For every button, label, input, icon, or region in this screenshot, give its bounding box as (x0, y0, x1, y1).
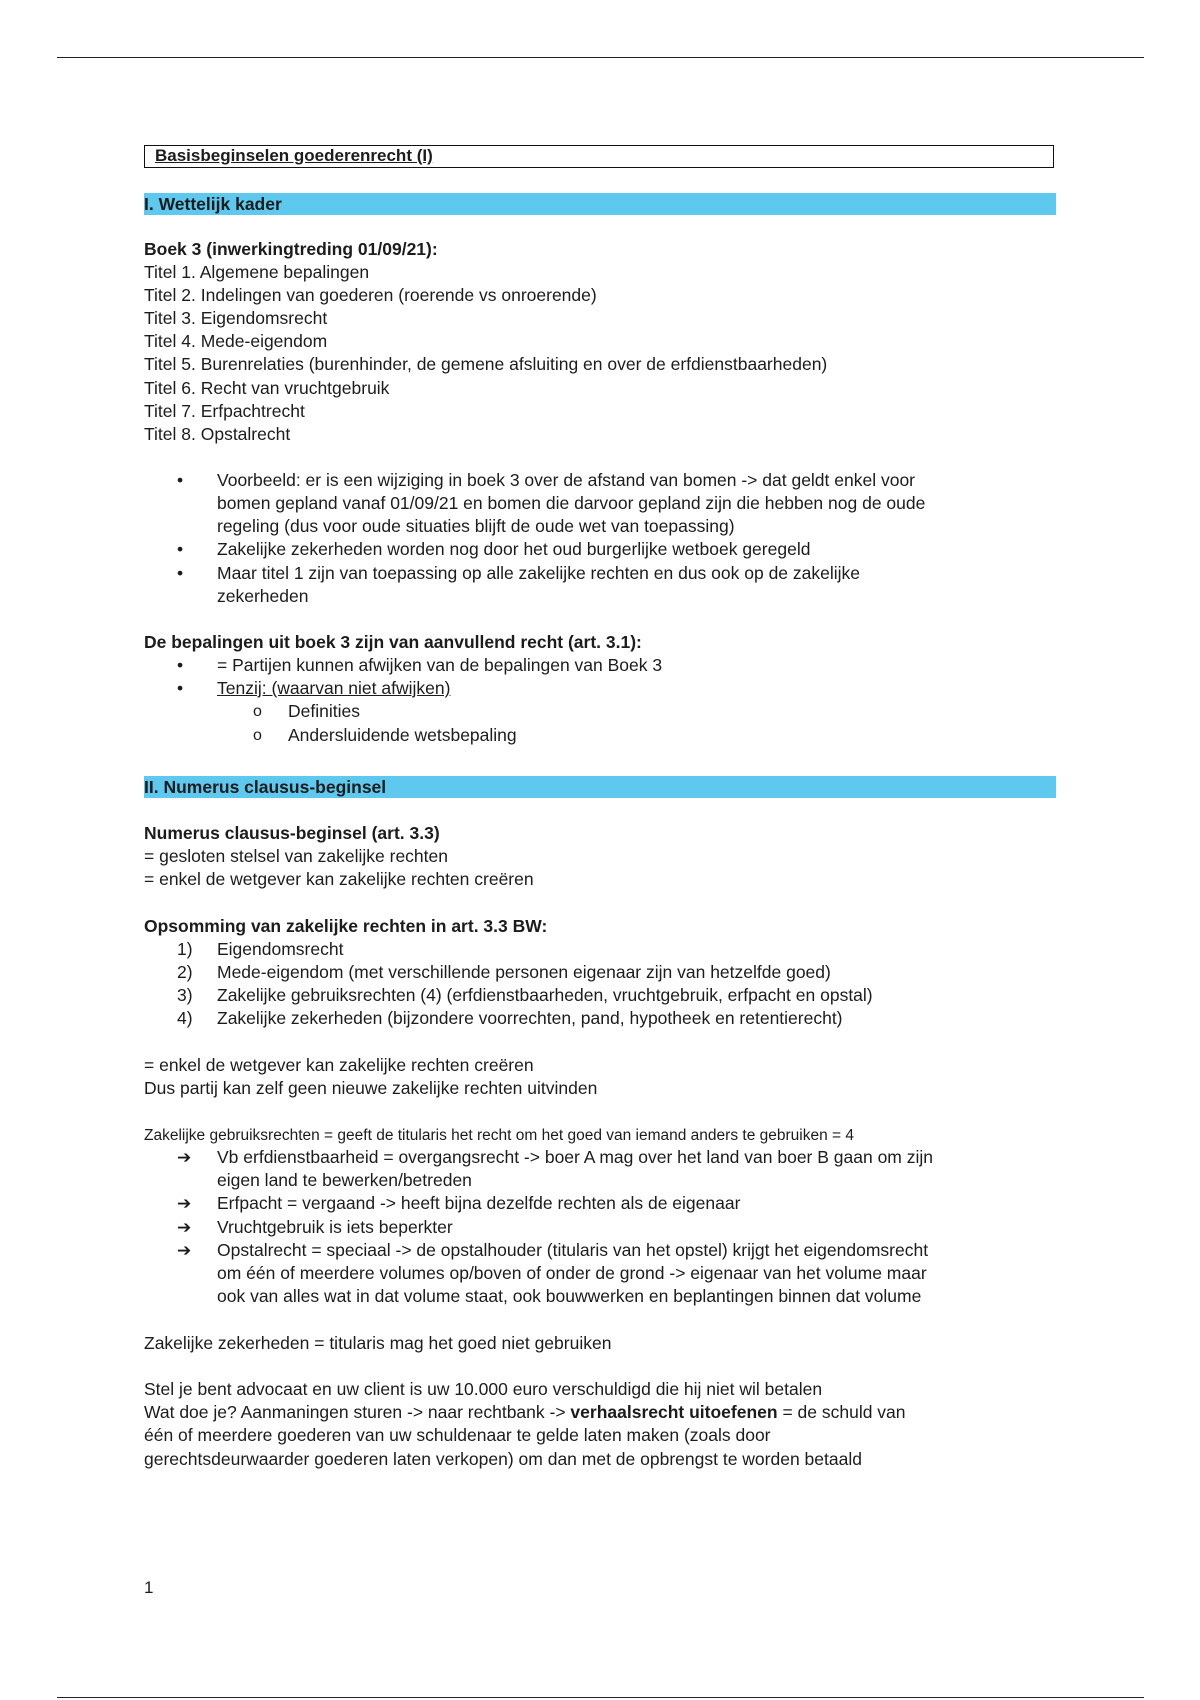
arrow-item-text: Opstalrecht = speciaal -> de opstalhouder (titularis van het opstel) krijgt het eigendomsrecht (217, 1240, 929, 1260)
wat-pre: Wat doe je? Aanmaningen sturen -> naar rechtbank -> (144, 1402, 571, 1422)
header-rule (57, 57, 1144, 58)
verhaalsrecht-term: verhaalsrecht uitoefenen (570, 1402, 778, 1422)
nc-line: = enkel de wetgever kan zakelijke rechten creëren (144, 869, 534, 889)
bullet-text: zekerheden (217, 586, 309, 606)
titel-line: Titel 3. Eigendomsrecht (144, 308, 328, 328)
list-number: 3) (177, 985, 193, 1005)
bullet-marker: • (177, 655, 184, 675)
document-title: Basisbeginselen goederenrecht (I) (144, 145, 1054, 168)
arrow-item-text: Vb erfdienstbaarheid = overgangsrecht -> boer A mag over het land van boer B gaan om zijn (217, 1147, 934, 1167)
bullet-text: Zakelijke zekerheden worden nog door het oud burgerlijke wetboek geregeld (217, 539, 811, 559)
section-heading-2: II. Numerus clausus-beginsel (144, 776, 1056, 798)
list-item: Mede-eigendom (met verschillende personen eigenaar zijn van hetzelfde goed) (217, 962, 831, 982)
arrow-item-text: Erfpacht = vergaand -> heeft bijna dezelfde rechten als de eigenaar (217, 1193, 741, 1213)
wat-line (144, 1401, 906, 1424)
arrow-item-text: eigen land te bewerken/betreden (217, 1170, 472, 1190)
arrow-item-text: ook van alles wat in dat volume staat, ook bouwwerken en beplantingen binnen dat volume (217, 1286, 922, 1306)
sub-bullet-marker: o (253, 727, 262, 744)
titel-line: Titel 2. Indelingen van goederen (roerende vs onroerende) (144, 285, 597, 305)
titel-line: Titel 7. Erfpachtrecht (144, 401, 305, 421)
arrow-icon: ➔ (177, 1218, 192, 1237)
sub-bullet-text: Andersluidende wetsbepaling (288, 725, 517, 745)
bullet-text-underlined: Tenzij: (waarvan niet afwijken) (217, 678, 451, 698)
list-item: Zakelijke zekerheden (bijzondere voorrechten, pand, hypotheek en retentierecht) (217, 1008, 843, 1028)
bullet-marker: • (177, 678, 184, 698)
aanvullend-heading: De bepalingen uit boek 3 zijn van aanvullend recht (art. 3.1): (144, 632, 642, 652)
section-heading-1: I. Wettelijk kader (144, 193, 1056, 215)
list-number: 2) (177, 962, 193, 982)
titel-line: Titel 8. Opstalrecht (144, 424, 291, 444)
sub-bullet-marker: o (253, 703, 262, 720)
titel-line: Titel 6. Recht van vruchtgebruik (144, 378, 390, 398)
arrow-icon: ➔ (177, 1241, 192, 1260)
titel-line: Titel 4. Mede-eigendom (144, 331, 328, 351)
nc-line: = gesloten stelsel van zakelijke rechten (144, 846, 448, 866)
list-item: Eigendomsrecht (217, 939, 344, 959)
footer-rule (57, 1697, 1144, 1698)
arrow-item-text: Vruchtgebruik is iets beperkter (217, 1217, 453, 1237)
sub-bullet-text: Definities (288, 701, 360, 721)
paragraph-line: Dus partij kan zelf geen nieuwe zakelijke rechten uitvinden (144, 1078, 598, 1098)
page-number: 1 (144, 1578, 154, 1597)
zekerheden-line: Zakelijke zekerheden = titularis mag het goed niet gebruiken (144, 1333, 612, 1353)
list-number: 1) (177, 939, 193, 959)
bullet-marker: • (177, 563, 184, 583)
arrow-item-text: om één of meerdere volumes op/boven of onder de grond -> eigenaar van het volume maar (217, 1263, 927, 1283)
wat-cont-line: één of meerdere goederen van uw schuldenaar te gelde laten maken (zoals door (144, 1425, 771, 1445)
bullet-text: Voorbeeld: er is een wijziging in boek 3 over de afstand van bomen -> dat geldt enkel voor (217, 470, 916, 490)
list-item: Zakelijke gebruiksrechten (4) (erfdienstbaarheden, vruchtgebruik, erfpacht en opstal) (217, 985, 873, 1005)
arrow-icon: ➔ (177, 1194, 192, 1213)
titel-line: Titel 5. Burenrelaties (burenhinder, de gemene afsluiting en over de erfdienstbaarheden) (144, 354, 828, 374)
bullet-text: regeling (dus voor oude situaties blijft de oude wet van toepassing) (217, 516, 735, 536)
bullet-marker: • (177, 470, 184, 490)
nc-heading: Numerus clausus-beginsel (art. 3.3) (144, 823, 440, 843)
paragraph-line: = enkel de wetgever kan zakelijke rechten creëren (144, 1055, 534, 1075)
opsomming-heading: Opsomming van zakelijke rechten in art. 3.3 BW: (144, 916, 548, 936)
list-number: 4) (177, 1008, 193, 1028)
bullet-text: = Partijen kunnen afwijken van de bepalingen van Boek 3 (217, 655, 663, 675)
arrow-icon: ➔ (177, 1148, 192, 1167)
wat-post: = de schuld van (777, 1402, 906, 1422)
boek3-heading: Boek 3 (inwerkingtreding 01/09/21): (144, 239, 438, 259)
bullet-text: bomen gepland vanaf 01/09/21 en bomen die darvoor gepland zijn die hebben nog de oude (217, 493, 926, 513)
titel-line: Titel 1. Algemene bepalingen (144, 262, 370, 282)
stel-line: Stel je bent advocaat en uw client is uw 10.000 euro verschuldigd die hij niet wil betalen (144, 1379, 823, 1399)
bullet-marker: • (177, 539, 184, 559)
wat-cont-line: gerechtsdeurwaarder goederen laten verkopen) om dan met de opbrengst te worden betaald (144, 1449, 862, 1469)
gebruiksrechten-line: Zakelijke gebruiksrechten = geeft de titularis het recht om het goed van iemand anders te gebruiken = 4 (144, 1127, 854, 1144)
bullet-text: Maar titel 1 zijn van toepassing op alle zakelijke rechten en dus ook op de zakelijke (217, 563, 861, 583)
